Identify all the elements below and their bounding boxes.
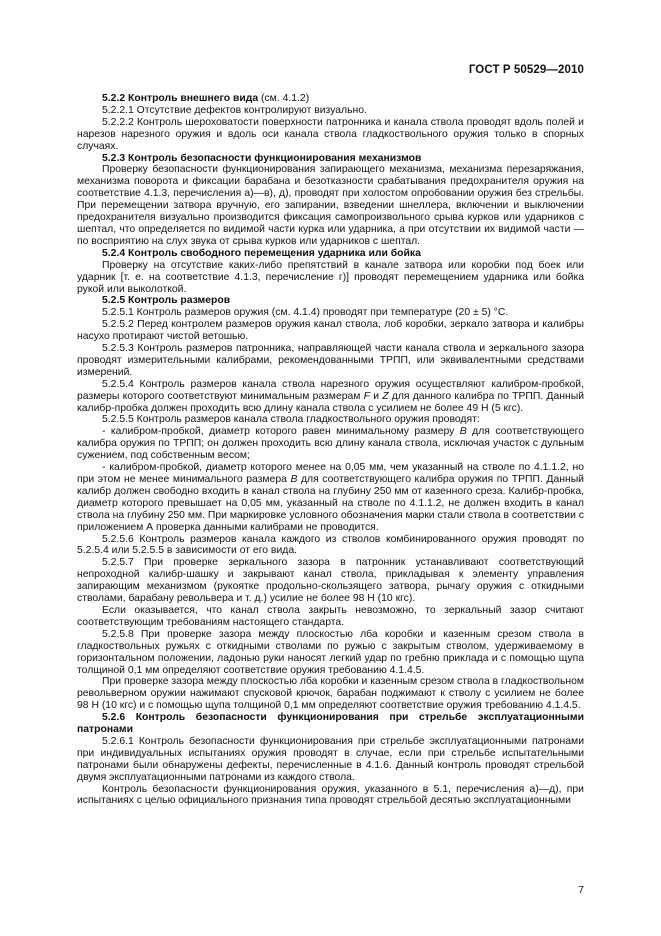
paragraph: 5.2.5.6 Контроль размеров канала каждого из стволов комбинированного оружия проводят по 5.2.5.4 или 5.2.5.5 в зависимости от его вида. — [77, 533, 584, 557]
paragraph: Проверку на отсутствие каких-либо препятствий в канале затвора или коробки под боек или ударник [т. е. на соответствие 4.1.3, перечисление г)] проводят перемещением ударника или бойка рукой или выколоткой. — [77, 259, 584, 295]
page-number: 7 — [578, 885, 584, 896]
paragraph: 5.2.5.2 Перед контролем размеров оружия канал ствола, лоб коробки, зеркало затвора и калибры насухо протирают чистой ветошью. — [77, 319, 584, 343]
document-body — [77, 93, 584, 807]
list-item: - калибром-пробкой, диаметр которого менее на 0,05 мм, чем указанный на стволе по 4.1.1.2, но при этом не менее минимального размера B для соответствующего калибра оружия по ТРПП. Данный калибр должен свободно входить в канал ствола на глубину 250 мм от казенного среза. Калибр-пробка, диаметр которого превышает на 0,05 мм, указанный на стволе по 4.1.1.2, не должен входить в канал ствола на глубину 250 мм. При маркировке условного обозначения марки стали ствола в соответствии с приложением А проверка данными калибрами не проводится. — [77, 462, 584, 533]
section-5-2-6-heading: 5.2.6 Контроль безопасности функционирования при стрельбе эксплуатационными патронами — [77, 712, 584, 736]
paragraph: 5.2.2.1 Отсутствие дефектов контролируют визуально. — [102, 104, 367, 116]
paragraph: 5.2.5.3 Контроль размеров патронника, направляющей части канала ствола и зеркального зазора проводят измерительными калибрами, рекомендованными ТРПП, или эквивалентными средствами измерений. — [77, 343, 584, 378]
section-5-2-5-heading: 5.2.5 Контроль размеров — [102, 295, 231, 307]
paragraph: 5.2.5.4 Контроль размеров канала ствола нарезного оружия осуществляют калибром-пробкой, размеры которого соответствуют минимальным размерам F и Z для данного калибра по ТРПП. Данный калибр-пробка должен проходить всю длину канала ствола с усилием не более 49 Н (5 кгс). — [77, 378, 584, 414]
paragraph: При проверке зазора между плоскостью лба коробки и казенным срезом ствола в гладкоствольном револьверном оружии нажимают спусковой крючок, барабан поджимают к стволу с усилием не более 98 Н (10 кгс) и с помощью щупа толщиной 0,1 мм определяют соответствие оружия требованию 4.1.4.5. — [77, 676, 585, 712]
paragraph: 5.2.6.1 Контроль безопасности функционирования при стрельбе эксплуатационными патронами при индивидуальных испытаниях оружия проводят в случае, если при стрельбе испытательными патронами были обнаружены дефекты, перечисленные в 4.1.6. Данный контроль проводят стрельбой двумя эксплуатационными патронами из каждого ствола. — [77, 735, 584, 783]
paragraph: 5.2.5.7 При проверке зеркального зазора в патронник устанавливают соответствующий непроходной калибр-шашку и закрывают канал ствола, прикладывая к элементу управления запирающим механизмом (рукоятке продольно-скользящего затвора, рычагу оружия с откидными стволами, барабану револьвера и т. д.) усилие не более 98 Н (10 кгс). — [77, 557, 584, 605]
section-5-2-2-heading: 5.2.2 Контроль внешнего вида (см. 4.1.2) — [102, 93, 310, 104]
paragraph: 5.2.5.5 Контроль размеров канала ствола гладкоствольного оружия проводят: — [102, 414, 480, 426]
paragraph: 5.2.5.8 При проверке зазора между плоскостью лба коробки и казенным срезом ствола в гладкоствольных ружьях с откидными стволами по ружью с закрытым стволом, удерживаемому в горизонтальном положении, ладонью руки наносят легкий удар по гребню приклада и с помощью щупа толщиной 0,1 мм определяют соответствие оружия требованию 4.1.4.5. — [77, 628, 584, 676]
section-5-2-3-heading: 5.2.3 Контроль безопасности функционирования механизмов — [102, 152, 422, 164]
paragraph: Контроль безопасности функционирования оружия, указанного в 5.1, перечисления а)—д), при испытаниях с целью официального признания типа проводят стрельбой десятью эксплуатационными — [77, 783, 584, 807]
section-5-2-4-heading: 5.2.4 Контроль свободного перемещения ударника или бойка — [102, 247, 421, 259]
paragraph: 5.2.2.2 Контроль шероховатости поверхности патронника и канала ствола проводят вдоль полей и нарезов нарезного оружия и вдоль оси канала ствола гладкоствольного оружия только в спорных случаях. — [77, 116, 584, 152]
list-item: - калибром-пробкой, диаметр которого равен минимальному размеру B для соответствующего калибра оружия по ТРПП; он должен проходить всю длину канала ствола, исключая участок с дульным сужением, под собственным весом; — [77, 426, 584, 462]
document-header: ГОСТ Р 50529—2010 — [468, 64, 584, 76]
paragraph: Проверку безопасности функционирования запирающего механизма, механизма перезаряжания, механизма поворота и фиксации барабана и безотказности срабатывания предохранителя оружия на соответствие 4.1.3, перечисления а)—в), д), проводят при холостом опробовании оружия без стрельбы. При перемещении затвора вручную, его запирании, взведении шнеллера, включении и выключении предохранителя визуально производится фиксация самопроизвольного срыва курков или ударников с шептал, что определяется по видимой части курка или ударника, а при отсутствии их видимой части — по восприятию на слух звука от срыва курков или ударников с шептал. — [77, 164, 584, 247]
paragraph: Если оказывается, что канал ствола закрыть невозможно, то зеркальный зазор считают соответствующим требованиям настоящего стандарта. — [77, 604, 584, 628]
paragraph: 5.2.5.1 Контроль размеров оружия (см. 4.1.4) проводят при температуре (20 ± 5) °С. — [102, 307, 509, 319]
